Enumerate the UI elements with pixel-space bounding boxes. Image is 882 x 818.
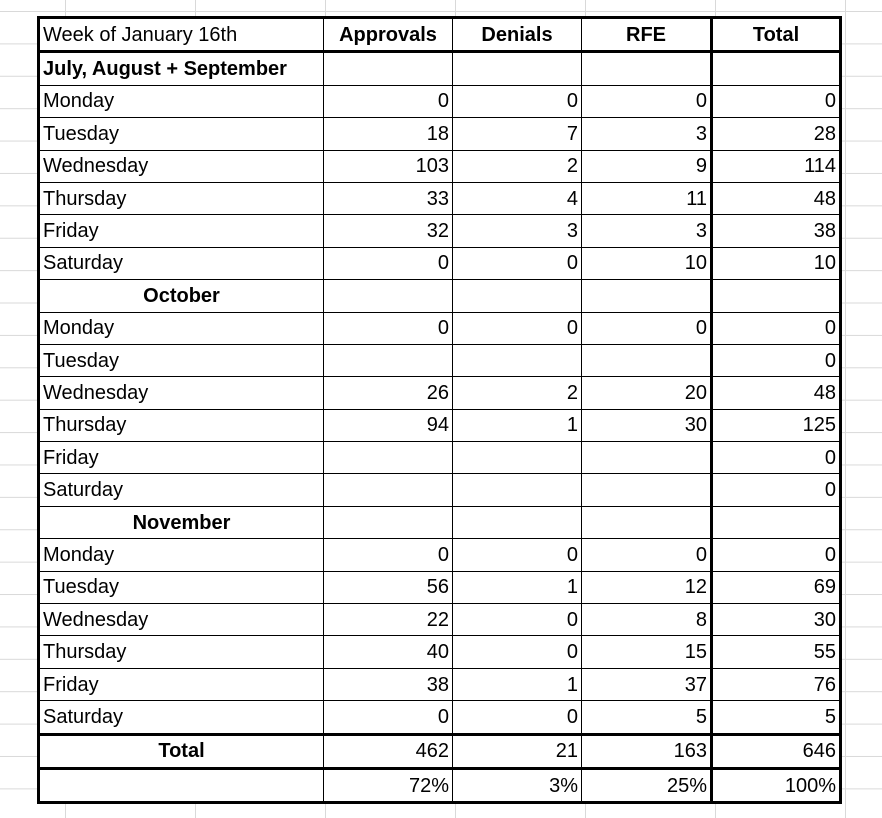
value-cell-rfe[interactable]: 10 [582,247,712,279]
day-cell[interactable]: Monday [39,312,324,344]
value-cell-rfe[interactable]: 0 [582,85,712,117]
empty-cell[interactable] [453,506,582,538]
total-value-rfe[interactable]: 163 [582,734,712,768]
percent-value-rfe[interactable]: 25% [582,768,712,802]
value-cell-approvals[interactable] [324,442,453,474]
value-cell-total[interactable]: 48 [712,182,841,214]
empty-cell[interactable] [324,506,453,538]
percent-value-total[interactable]: 100% [712,768,841,802]
value-cell-denials[interactable]: 0 [453,312,582,344]
day-cell[interactable]: Tuesday [39,118,324,150]
section-header-row [39,506,841,538]
value-cell-denials[interactable]: 0 [453,539,582,571]
value-cell-total[interactable]: 69 [712,571,841,603]
value-cell-total[interactable]: 55 [712,636,841,668]
day-cell[interactable]: Wednesday [39,150,324,182]
value-cell-total[interactable]: 125 [712,409,841,441]
table-row [39,474,841,506]
table-row [39,604,841,636]
summary-table [37,16,842,804]
value-cell-rfe[interactable]: 0 [582,539,712,571]
table-row [39,668,841,700]
day-cell[interactable]: Tuesday [39,344,324,376]
value-cell-total[interactable]: 114 [712,150,841,182]
value-cell-rfe[interactable]: 3 [582,118,712,150]
total-value-total[interactable]: 646 [712,734,841,768]
value-cell-approvals[interactable]: 40 [324,636,453,668]
value-cell-approvals[interactable]: 56 [324,571,453,603]
value-cell-denials[interactable] [453,344,582,376]
table-row [39,539,841,571]
value-cell-rfe[interactable]: 0 [582,312,712,344]
table-row [39,409,841,441]
value-cell-total[interactable]: 28 [712,118,841,150]
value-cell-rfe[interactable]: 30 [582,409,712,441]
empty-cell[interactable] [712,506,841,538]
column-header-denials[interactable]: Denials [453,18,582,52]
value-cell-approvals[interactable]: 0 [324,701,453,734]
day-cell[interactable]: Saturday [39,474,324,506]
day-cell[interactable]: Tuesday [39,571,324,603]
table-row [39,377,841,409]
table-row [39,571,841,603]
value-cell-denials[interactable]: 3 [453,215,582,247]
value-cell-total[interactable]: 0 [712,312,841,344]
percent-value-approvals[interactable]: 72% [324,768,453,802]
value-cell-total[interactable]: 0 [712,442,841,474]
total-value-approvals[interactable]: 462 [324,734,453,768]
value-cell-approvals[interactable]: 22 [324,604,453,636]
empty-cell[interactable] [582,506,712,538]
empty-cell[interactable] [582,280,712,312]
value-cell-approvals[interactable]: 38 [324,668,453,700]
table-row [39,85,841,117]
percent-row [39,768,841,802]
day-cell[interactable]: Thursday [39,182,324,214]
value-cell-approvals[interactable] [324,344,453,376]
empty-cell[interactable] [712,280,841,312]
value-cell-rfe[interactable]: 8 [582,604,712,636]
day-cell[interactable]: Thursday [39,636,324,668]
value-cell-total[interactable]: 0 [712,344,841,376]
day-cell[interactable]: Monday [39,85,324,117]
value-cell-approvals[interactable]: 94 [324,409,453,441]
day-cell[interactable]: Wednesday [39,604,324,636]
value-cell-denials[interactable]: 2 [453,150,582,182]
value-cell-denials[interactable]: 4 [453,182,582,214]
value-cell-rfe[interactable]: 11 [582,182,712,214]
section-header-row [39,280,841,312]
value-cell-approvals[interactable]: 0 [324,539,453,571]
value-cell-denials[interactable]: 0 [453,701,582,734]
empty-cell[interactable] [712,52,841,85]
day-cell[interactable]: Thursday [39,409,324,441]
value-cell-rfe[interactable] [582,442,712,474]
empty-cell[interactable] [453,280,582,312]
day-cell[interactable]: Saturday [39,247,324,279]
total-label-cell[interactable]: Total [39,734,324,768]
table-row [39,182,841,214]
table-row [39,247,841,279]
day-cell[interactable]: Friday [39,668,324,700]
value-cell-total[interactable]: 38 [712,215,841,247]
percent-label-cell[interactable] [39,768,324,802]
table-body [39,18,841,803]
section-header-row [39,52,841,85]
value-cell-denials[interactable]: 1 [453,668,582,700]
value-cell-approvals[interactable]: 18 [324,118,453,150]
empty-cell[interactable] [324,280,453,312]
column-header-rfe[interactable]: RFE [582,18,712,52]
table-row [39,150,841,182]
day-cell[interactable]: Monday [39,539,324,571]
value-cell-total[interactable]: 10 [712,247,841,279]
value-cell-approvals[interactable]: 0 [324,85,453,117]
value-cell-approvals[interactable]: 0 [324,312,453,344]
total-value-denials[interactable]: 21 [453,734,582,768]
value-cell-approvals[interactable]: 103 [324,150,453,182]
value-cell-rfe[interactable] [582,344,712,376]
value-cell-rfe[interactable] [582,474,712,506]
value-cell-approvals[interactable]: 33 [324,182,453,214]
day-cell[interactable]: Friday [39,442,324,474]
percent-value-denials[interactable]: 3% [453,768,582,802]
section-title-cell[interactable]: October [39,280,324,312]
value-cell-denials[interactable]: 7 [453,118,582,150]
total-row [39,734,841,768]
table-row [39,215,841,247]
value-cell-rfe[interactable]: 3 [582,215,712,247]
value-cell-rfe[interactable]: 15 [582,636,712,668]
value-cell-denials[interactable]: 0 [453,604,582,636]
value-cell-denials[interactable] [453,474,582,506]
table-row [39,344,841,376]
value-cell-total[interactable]: 48 [712,377,841,409]
column-header-approvals[interactable]: Approvals [324,18,453,52]
value-cell-approvals[interactable]: 0 [324,247,453,279]
day-cell[interactable]: Wednesday [39,377,324,409]
value-cell-total[interactable]: 0 [712,474,841,506]
column-header-total[interactable]: Total [712,18,841,52]
value-cell-approvals[interactable]: 26 [324,377,453,409]
value-cell-denials[interactable]: 0 [453,85,582,117]
section-title-cell[interactable]: November [39,506,324,538]
day-cell[interactable]: Saturday [39,701,324,734]
section-title-cell[interactable]: July, August + September [39,52,324,85]
value-cell-total[interactable]: 0 [712,85,841,117]
value-cell-rfe[interactable]: 5 [582,701,712,734]
value-cell-rfe[interactable]: 9 [582,150,712,182]
corner-label-cell[interactable]: Week of January 16th [39,18,324,52]
value-cell-denials[interactable]: 1 [453,571,582,603]
value-cell-denials[interactable]: 1 [453,409,582,441]
value-cell-denials[interactable] [453,442,582,474]
empty-cell[interactable] [324,52,453,85]
value-cell-total[interactable]: 0 [712,539,841,571]
day-cell[interactable]: Friday [39,215,324,247]
table-row [39,636,841,668]
value-cell-denials[interactable]: 0 [453,247,582,279]
value-cell-total[interactable]: 30 [712,604,841,636]
value-cell-denials[interactable]: 2 [453,377,582,409]
table-row [39,442,841,474]
header-row [39,18,841,52]
value-cell-approvals[interactable] [324,474,453,506]
empty-cell[interactable] [453,52,582,85]
value-cell-rfe[interactable]: 12 [582,571,712,603]
value-cell-rfe[interactable]: 20 [582,377,712,409]
table-row [39,312,841,344]
value-cell-denials[interactable]: 0 [453,636,582,668]
value-cell-rfe[interactable]: 37 [582,668,712,700]
empty-cell[interactable] [582,52,712,85]
table-row [39,701,841,734]
value-cell-total[interactable]: 76 [712,668,841,700]
table-row [39,118,841,150]
value-cell-approvals[interactable]: 32 [324,215,453,247]
value-cell-total[interactable]: 5 [712,701,841,734]
